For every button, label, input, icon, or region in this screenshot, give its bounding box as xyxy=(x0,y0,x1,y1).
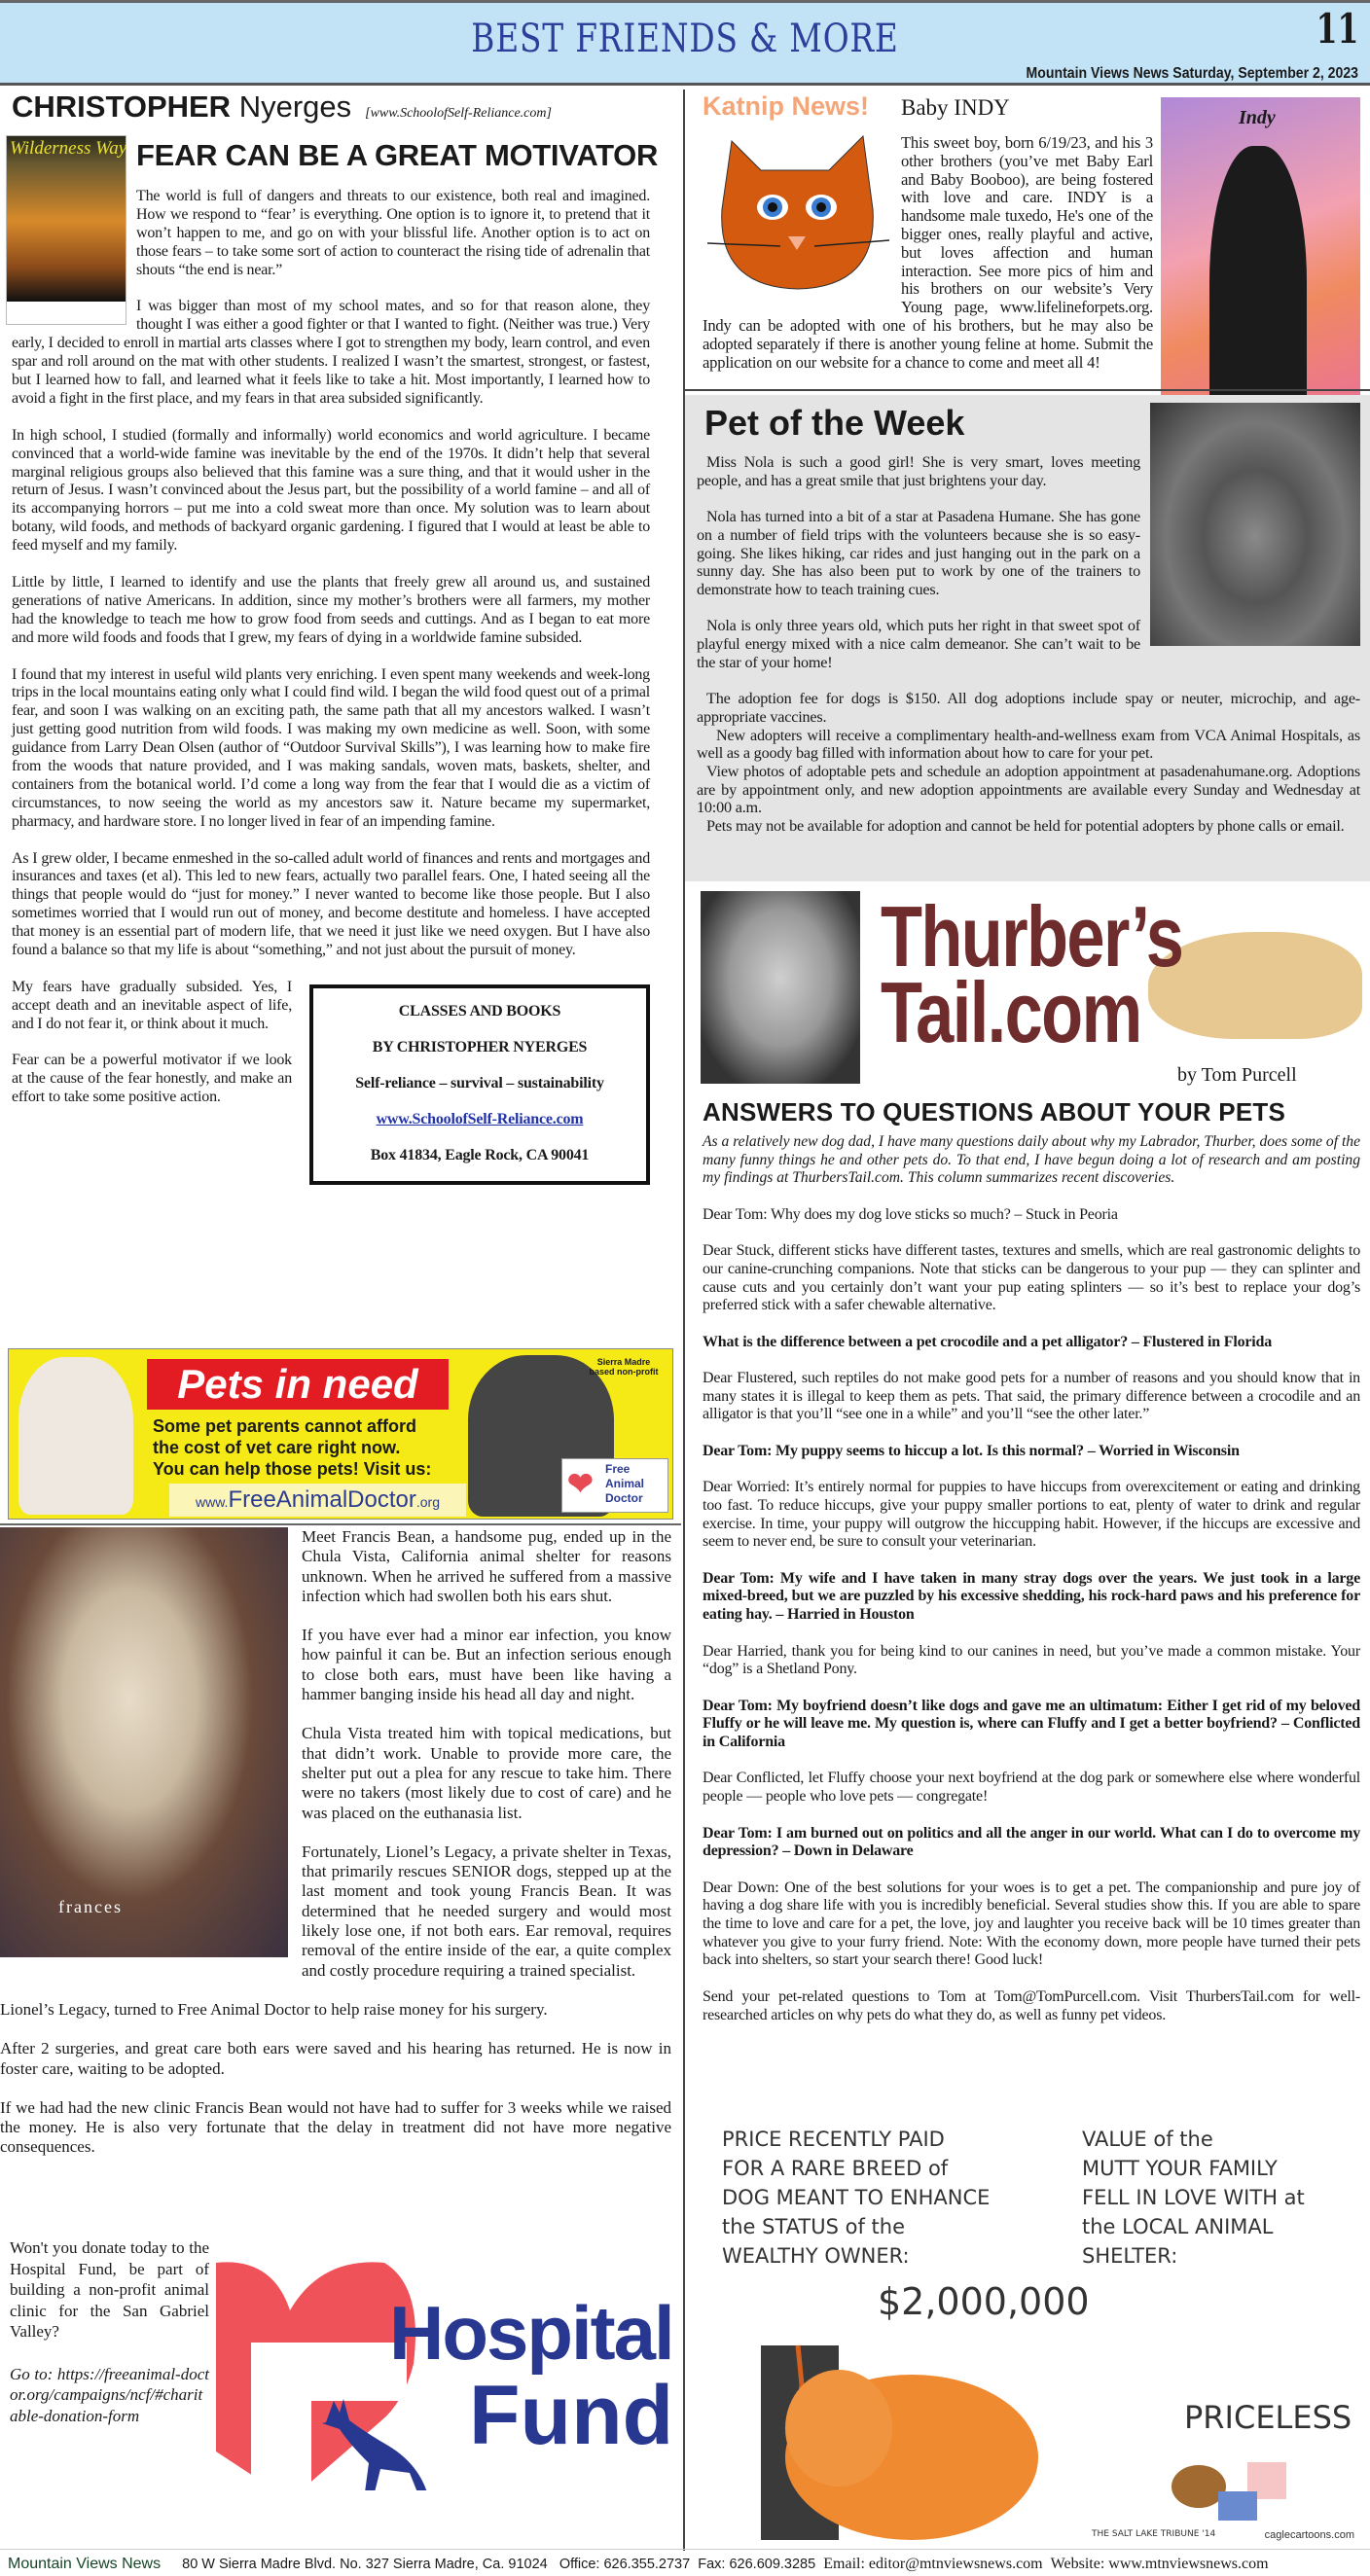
question: Dear Tom: My puppy seems to hiccup a lot. Is this normal? – Worried in Wisconsin xyxy=(703,1442,1240,1459)
paragraph: I found that my interest in useful wild plants very enriching. I even spent many weekends and week-long trips in the local mountains eating only what I could find wild. I began the wild food quest out of a primal fear, and soon I was walking on an exciting path, the same path that all my ancestors walked. I wasn’t just getting good nutrition from wild foods. I was making my own medicine as well. Soon, with some guidance from Larry Dean Olsen (author of “Outdoor Survival Skills”), I was learning how to make fire from the woods that nature provided, and I was making sandals, woven mats, baskets, shelter, and containers from the botanical world. I’d come a long way from the fear that I would die as a victim of circumstances, to now seeing the world as my ancestors saw it. Nature became my supermarket, pharmacy, and hardware store. I no longer lived in fear of an impending famine. xyxy=(12,665,650,830)
logo-line: Tail.com xyxy=(881,964,1141,1060)
ad-text xyxy=(153,1415,431,1480)
article-body xyxy=(12,188,650,1163)
donate-text xyxy=(10,2237,209,2426)
donate-appeal: Won't you donate today to the Hospital Fund, be part of building a non-profit animal clinic for the San Gabriel Valley? xyxy=(10,2238,209,2341)
paragraph: After 2 surgeries, and great care both ears were saved and his hearing has returned. He is now in foster care, waiting to be adopted. xyxy=(0,2039,671,2078)
classes-author: BY CHRISTOPHER NYERGES xyxy=(372,1038,588,1055)
francis-bean-story xyxy=(0,1527,671,2177)
caption-line: VALUE of the xyxy=(1082,2128,1213,2151)
katnip-title: Baby INDY xyxy=(901,95,1010,120)
priceless-label: PRICELESS xyxy=(1184,2399,1352,2436)
hospital-fund-logo xyxy=(214,2257,681,2490)
footer-address: 80 W Sierra Madre Blvd. No. 327 Sierra Madre, Ca. 91024 xyxy=(182,2557,548,2572)
paragraph: The adoption fee for dogs is $150. All dog adoptions include spay or neuter, microchip, and age-appropriate vaccines. xyxy=(697,690,1360,726)
section-title: BEST FRIENDS & MORE xyxy=(471,17,899,61)
caption-line: FELL IN LOVE WITH at xyxy=(1082,2186,1305,2209)
paragraph: Nola is only three years old, which puts her right in that sweet spot of playful energy mixed with a nice calm demeanor. She can’t wait to be the star of your home! xyxy=(697,617,1140,671)
divider xyxy=(0,1523,681,1525)
paragraph: The world is full of dangers and threats to our existence, both real and imagined. How we respond to “fear’ is everything. One option is to ignore it, to pretend that it won’t happen to me, and go on with your blissful life. Another option is to act on those fears – to take some sort of action to counteract the rising tide of adrenalin that shouts “the end is near.” xyxy=(136,188,650,278)
white-dog-image xyxy=(18,1357,133,1515)
footer-fax: Fax: 626.609.3285 xyxy=(698,2557,816,2572)
answer: Dear Stuck, different sticks have different tastes, textures and smells, which are real gastronomic delights to our canine-crunching companions. Note that sticks can be dangerous to your pup — they can splinter and cause cuts and you certainly don’t want your pup eating splinters — so it’s best to replace your dog’s preferred stick with a safer chewable alternative. xyxy=(703,1242,1360,1314)
ad-line: the cost of vet care right now. xyxy=(153,1438,401,1457)
rich-owner-and-dog-drawing xyxy=(741,2336,1072,2545)
paragraph: Pets may not be available for adoption and cannot be held for potential adopters by phone calls or email. xyxy=(706,817,1345,836)
photo-caption: Indy xyxy=(1239,107,1276,128)
caption-line: FOR A RARE BREED of xyxy=(722,2157,949,2180)
logo-line: Thurber’s xyxy=(881,888,1183,984)
ad-line: Some pet parents cannot afford xyxy=(153,1416,417,1436)
qa-body xyxy=(703,1206,1360,2024)
answer: Dear Worried: It’s entirely normal for puppies to have hiccups from overexcitement or eating and drinking too fast. To reduce hiccups, give your puppy smaller portions to eat, plenty of water to drink and regular exercise. In time, your puppy will outgrow the hiccupping habit. However, if the hiccups are excessive and seem to never end, be sure to consult your veterinarian. xyxy=(703,1479,1360,1551)
byline: by Tom Purcell xyxy=(1177,1064,1297,1086)
child-with-mutt-drawing xyxy=(1160,2448,1354,2525)
question: Dear Tom: I am burned out on politics and all the anger in our world. What can I do to overcome my depression? – Down in Delaware xyxy=(703,1824,1360,1860)
photo-caption: frances xyxy=(58,1897,123,1916)
price-label: $2,000,000 xyxy=(878,2280,1090,2323)
caption-line: MUTT YOUR FAMILY xyxy=(1082,2157,1278,2180)
thurbers-tail-logo xyxy=(881,888,1183,1060)
school-link[interactable]: www.SchoolofSelf-Reliance.com xyxy=(376,1110,584,1127)
paragraph: View photos of adoptable pets and schedule an adoption appointment at pasadenahumane.org. Adoptions are by appointment only, and new adoption appointments are available every Sunday and Wednesday at 10:00 a.m. xyxy=(697,762,1360,817)
cartoon-right-caption xyxy=(1082,2125,1305,2271)
qa-heading: ANSWERS TO QUESTIONS ABOUT YOUR PETS xyxy=(703,1097,1286,1127)
question: Dear Tom: My boyfriend doesn’t like dogs and gave me an ultimatum: Either I get rid of my beloved Fluffy or he will leave me. My question is, where can Fluffy and I get a better boyfriend? – Conflicted in California xyxy=(703,1697,1360,1751)
paragraph: I was bigger than most of my school mates, and so for that reason alone, they thought I was either a good fighter or that I wanted to fight. (Neither was true.) Very early, I decided to enroll in martial arts classes where I got to strengthen my body, learn control, and even spar and roll around on the mat with other students. I realized I wasn’t the smartest, strongest, or fastest, but I learned how to fall, and learned what it feels like to take a hit. Most importantly, I learned how to avoid a fight in the first place, and my fears in that area subsided significantly. xyxy=(12,298,650,407)
classes-box xyxy=(309,984,650,1185)
masthead xyxy=(0,0,1370,86)
thurbers-tail-header xyxy=(701,888,1362,1086)
pet-of-week-title: Pet of the Week xyxy=(704,403,965,443)
closing-note: Send your pet-related questions to Tom at Tom@TomPurcell.com. Visit ThurbersTail.com for well-researched articles on why pets do what they do, as well as funny pet videos. xyxy=(703,1987,1360,2023)
heart-cross-icon: ❤ xyxy=(567,1466,594,1501)
katnip-logo-text: Katnip News! xyxy=(703,91,870,121)
paragraph: Fortunately, Lionel’s Legacy, a private shelter in Texas, that primarily rescues SENIOR dogs, stepped up at the last moment and took young Francis Bean. It was determined that he needed surgery and would most likely lose one, if not both ears. Ear removal, requires removal of the entire inside of the ear, a quite complex and costly procedure requiring a trained specialist. xyxy=(302,1842,671,1980)
dateline: Mountain Views News Saturday, September 2, 2023 xyxy=(1026,65,1358,82)
question: Dear Tom: Why does my dog love sticks so much? – Stuck in Peoria xyxy=(703,1205,1118,1223)
author-byline xyxy=(12,89,650,131)
answer: Dear Harried, thank you for being kind to our canines in need, but you’ve made a common mistake. Your “dog” is a Shetland Pony. xyxy=(703,1642,1360,1678)
classes-address: Box 41834, Eagle Rock, CA 90041 xyxy=(370,1146,590,1163)
paragraph: In high school, I studied (formally and informally) world economics and world agriculture. I became convinced that a world-wide famine was inevitable by the end of the 1970s. It didn’t help that several marginal religious groups also believed that this famine was a sure thing, and that it would usher in the return of Jesus. I wasn’t convinced about the Jesus part, but the possibility of a world famine – and all of its accompanying horrors – put me into a cold sweat more than once. My solution was to learn about botany, wild foods, and methods of backyard organic gardening. I figured that I would at least be able to feed myself and my family. xyxy=(12,426,650,555)
paragraph: Lionel’s Legacy, turned to Free Animal Doctor to help raise money for his surgery. xyxy=(0,1999,548,2019)
paragraph: As I grew older, I became enmeshed in the so-called adult world of finances and rents and mortgages and insurances and taxes (et al). This led to new fears, actually two parallel fears. One, I hated seeing all the things that people would do “just for money.” I never wanted to become like those people. But I also sometimes worried that I would run out of money, and become destitute and homeless. I have accepted that money is an essential part of modern life, that we need it just like we need oxygen. But I have also found a balance so that my life is about “something,” and not just about the pursuit of money. xyxy=(12,849,650,959)
caption-line: the STATUS of the xyxy=(722,2215,905,2238)
logo-line: Free xyxy=(605,1462,631,1476)
classes-tagline: Self-reliance – survival – sustainability xyxy=(355,1074,604,1091)
paragraph: Chula Vista treated him with topical medications, but that didn’t work. Unable to provide more care, the shelter put out a plea for any rescue to take him. There were no takers (most likely due to cost of care) and he was placed on the euthanasia list. xyxy=(302,1724,671,1822)
cat-face-icon xyxy=(703,122,893,297)
sierra-madre-badge: Sierra Madre based non-profit xyxy=(589,1357,659,1377)
caption-line: DOG MEANT TO ENHANCE xyxy=(722,2186,991,2209)
fear-article xyxy=(10,89,659,1195)
pug-photo xyxy=(0,1527,288,1957)
question: Dear Tom: My wife and I have taken in many stray dogs over the years. We just took in a large mixed-breed, but we are puzzled by his excessive shedding, his rock-hard paws and his preference for eating hay. – Harried in Houston xyxy=(703,1569,1360,1624)
paragraph: My fears have gradually subsided. Yes, I accept death and an inevitable aspect of life, and I do not fear it, or think about it much. xyxy=(12,978,292,1032)
answer: Dear Conflicted, let Fluffy choose your next boyfriend at the dog park or somewhere else where wonderful people — people who love pets — congregate! xyxy=(703,1770,1360,1806)
caption-line: the LOCAL ANIMAL xyxy=(1082,2215,1274,2238)
ad-title: Pets in need xyxy=(147,1359,449,1410)
author-site: [www.SchoolofSelf-Reliance.com] xyxy=(365,106,552,121)
footer-office: Office: 626.355.2737 xyxy=(559,2557,691,2572)
author-first: CHRISTOPHER xyxy=(12,89,232,124)
paragraph: If we had had the new clinic Francis Bean would not have had to suffer for 3 weeks while we raised the money. He is also very fortunate that the delay in treatment did not have more negative consequences. xyxy=(0,2097,671,2157)
book-title: Wilderness Way xyxy=(10,138,127,159)
logo-line: Animal xyxy=(605,1477,645,1490)
headline: FEAR CAN BE A GREAT MOTIVATOR xyxy=(136,138,659,172)
cartoon-credit: caglecartoons.com xyxy=(1264,2529,1354,2541)
donation-link[interactable]: Go to: https://freeanimal-doctor.org/campaigns/ncf/#charitable-donation-form xyxy=(10,2364,209,2425)
katnip-body: This sweet boy, born 6/19/23, and his 3 other brothers (you’ve met Baby Earl and Baby Booboo), are being fostered with love and care. INDY is a handsome male tuxedo, He's one of the bigger ones, really playful and active, but loves affection and human interaction. See more pics of him and his brothers on our website’s Very Young page, www.lifelineforpets.org. Indy can be adopted with one of his brothers, but he may also be adopted separately if there is another young feline at home. Submit the application on our website for a chance to come and meet all 4! xyxy=(703,133,1153,372)
katnip-logo xyxy=(703,91,893,305)
paragraph: If you have ever had a minor ear infection, you know how painful it can be. But an infection serious enough to close both ears, must have been like having a hammer banging inside his head all day and night. xyxy=(302,1626,671,1704)
paragraph: Meet Francis Bean, a handsome pug, ended up in the Chula Vista, California animal shelter for reasons unknown. When he arrived he suffered from a massive infection which had swollen both his ears shut. xyxy=(302,1527,671,1605)
paragraph: New adopters will receive a complimentary health-and-wellness exam from VCA Animal Hospitals, as well as a goody bag filled with information about how to care for your pet. xyxy=(697,726,1360,763)
editorial-cartoon xyxy=(703,2117,1360,2545)
answer: Dear Down: One of the best solutions for your woes is to get a pet. The companionship and pure joy of having a dog share life with you is incredibly beneficial. Several studies show this. If you are able to spare the time to love and care for a pet, the love, joy and laughter you receive back will be 10 times greater than whatever you give to your furry friend. Note: With the economy down, more people have turned their pets back into shelters, so start your search there! Good luck! xyxy=(703,1878,1360,1969)
pet-qa-column xyxy=(703,1097,1360,2043)
paragraph: Little by little, I learned to identify and use the plants that freely grew all around us, and sustained generations of native Americans. In addition, since my mother’s brothers were all farmers, my mother had the knowledge to teach me how to grow food from seeds and cuttings. And as I began to eat more and more wild foods and foods that I grew, my fears of dying in a worldwide famine subsided. xyxy=(12,573,650,646)
page-number: 11 xyxy=(1316,5,1358,53)
pets-in-need-ad[interactable] xyxy=(8,1348,673,1520)
footer-brand: Mountain Views News xyxy=(8,2556,162,2572)
pet-of-the-week xyxy=(685,395,1370,881)
qa-intro: As a relatively new dog dad, I have many questions daily about why my Labrador, Thurber, does some of the many funny things he and other pets do. To that end, I have begun doing a lot of research and am posting my findings at ThurbersTail.com. This column summarizes recent discoveries. xyxy=(703,1133,1360,1187)
caption-line: PRICE RECENTLY PAID xyxy=(722,2128,945,2151)
footer-email[interactable]: Email: editor@mtnviewsnews.com xyxy=(823,2556,1043,2572)
url-main: FreeAnimalDoctor xyxy=(228,1486,416,1513)
caption-line: SHELTER: xyxy=(1082,2244,1178,2268)
url-prefix: www. xyxy=(196,1494,229,1510)
answer: Dear Flustered, such reptiles do not make good pets for a number of reasons and you should know that in many states it is illegal to keep them as pets. That said, the primary difference between a crocodile and an alligator is that you’ll “see one in a while” and you’ll “see the other later.” xyxy=(703,1370,1360,1423)
cartoon-left-caption xyxy=(722,2125,990,2271)
ad-line: You can help those pets! Visit us: xyxy=(153,1459,432,1479)
classes-title: CLASSES AND BOOKS xyxy=(398,1002,561,1020)
fund-word: Fund xyxy=(469,2369,674,2462)
paragraph: Nola has turned into a bit of a star at Pasadena Humane. She has gone on a number of field trips with the volunteers because she is so easy-going. She likes hiking, car rides and just hanging out in the park on a sunny day. She has also been put to work by one of the trainers to demonstrate how to teach training cues. xyxy=(697,508,1140,598)
footer xyxy=(0,2549,1370,2576)
divider xyxy=(685,389,1370,391)
free-animal-doctor-logo xyxy=(561,1458,668,1513)
question: What is the difference between a pet crocodile and a pet alligator? – Flustered in Florida xyxy=(703,1333,1273,1350)
cartoon-signature: THE SALT LAKE TRIBUNE '14 xyxy=(1092,2529,1216,2539)
hospital-word: Hospital xyxy=(389,2290,673,2376)
ad-url-box[interactable] xyxy=(169,1484,466,1517)
logo-line: Doctor xyxy=(605,1491,643,1505)
tom-purcell-photo xyxy=(701,891,860,1084)
author-last: Nyerges xyxy=(238,89,352,124)
paragraph: Fear can be a powerful motivator if we look at the cause of the fear honestly, and make an effort to take some positive action. xyxy=(12,1052,292,1106)
footer-website[interactable]: Website: www.mtnviewsnews.com xyxy=(1050,2556,1269,2572)
caption-line: WEALTHY OWNER: xyxy=(722,2244,910,2268)
url-suffix: .org xyxy=(415,1494,440,1510)
paragraph: Miss Nola is such a good girl! She is very smart, loves meeting people, and has a great smile that just brightens your day. xyxy=(697,453,1140,489)
book-cover-image xyxy=(6,135,126,325)
german-shepherd-photo xyxy=(1150,403,1360,646)
